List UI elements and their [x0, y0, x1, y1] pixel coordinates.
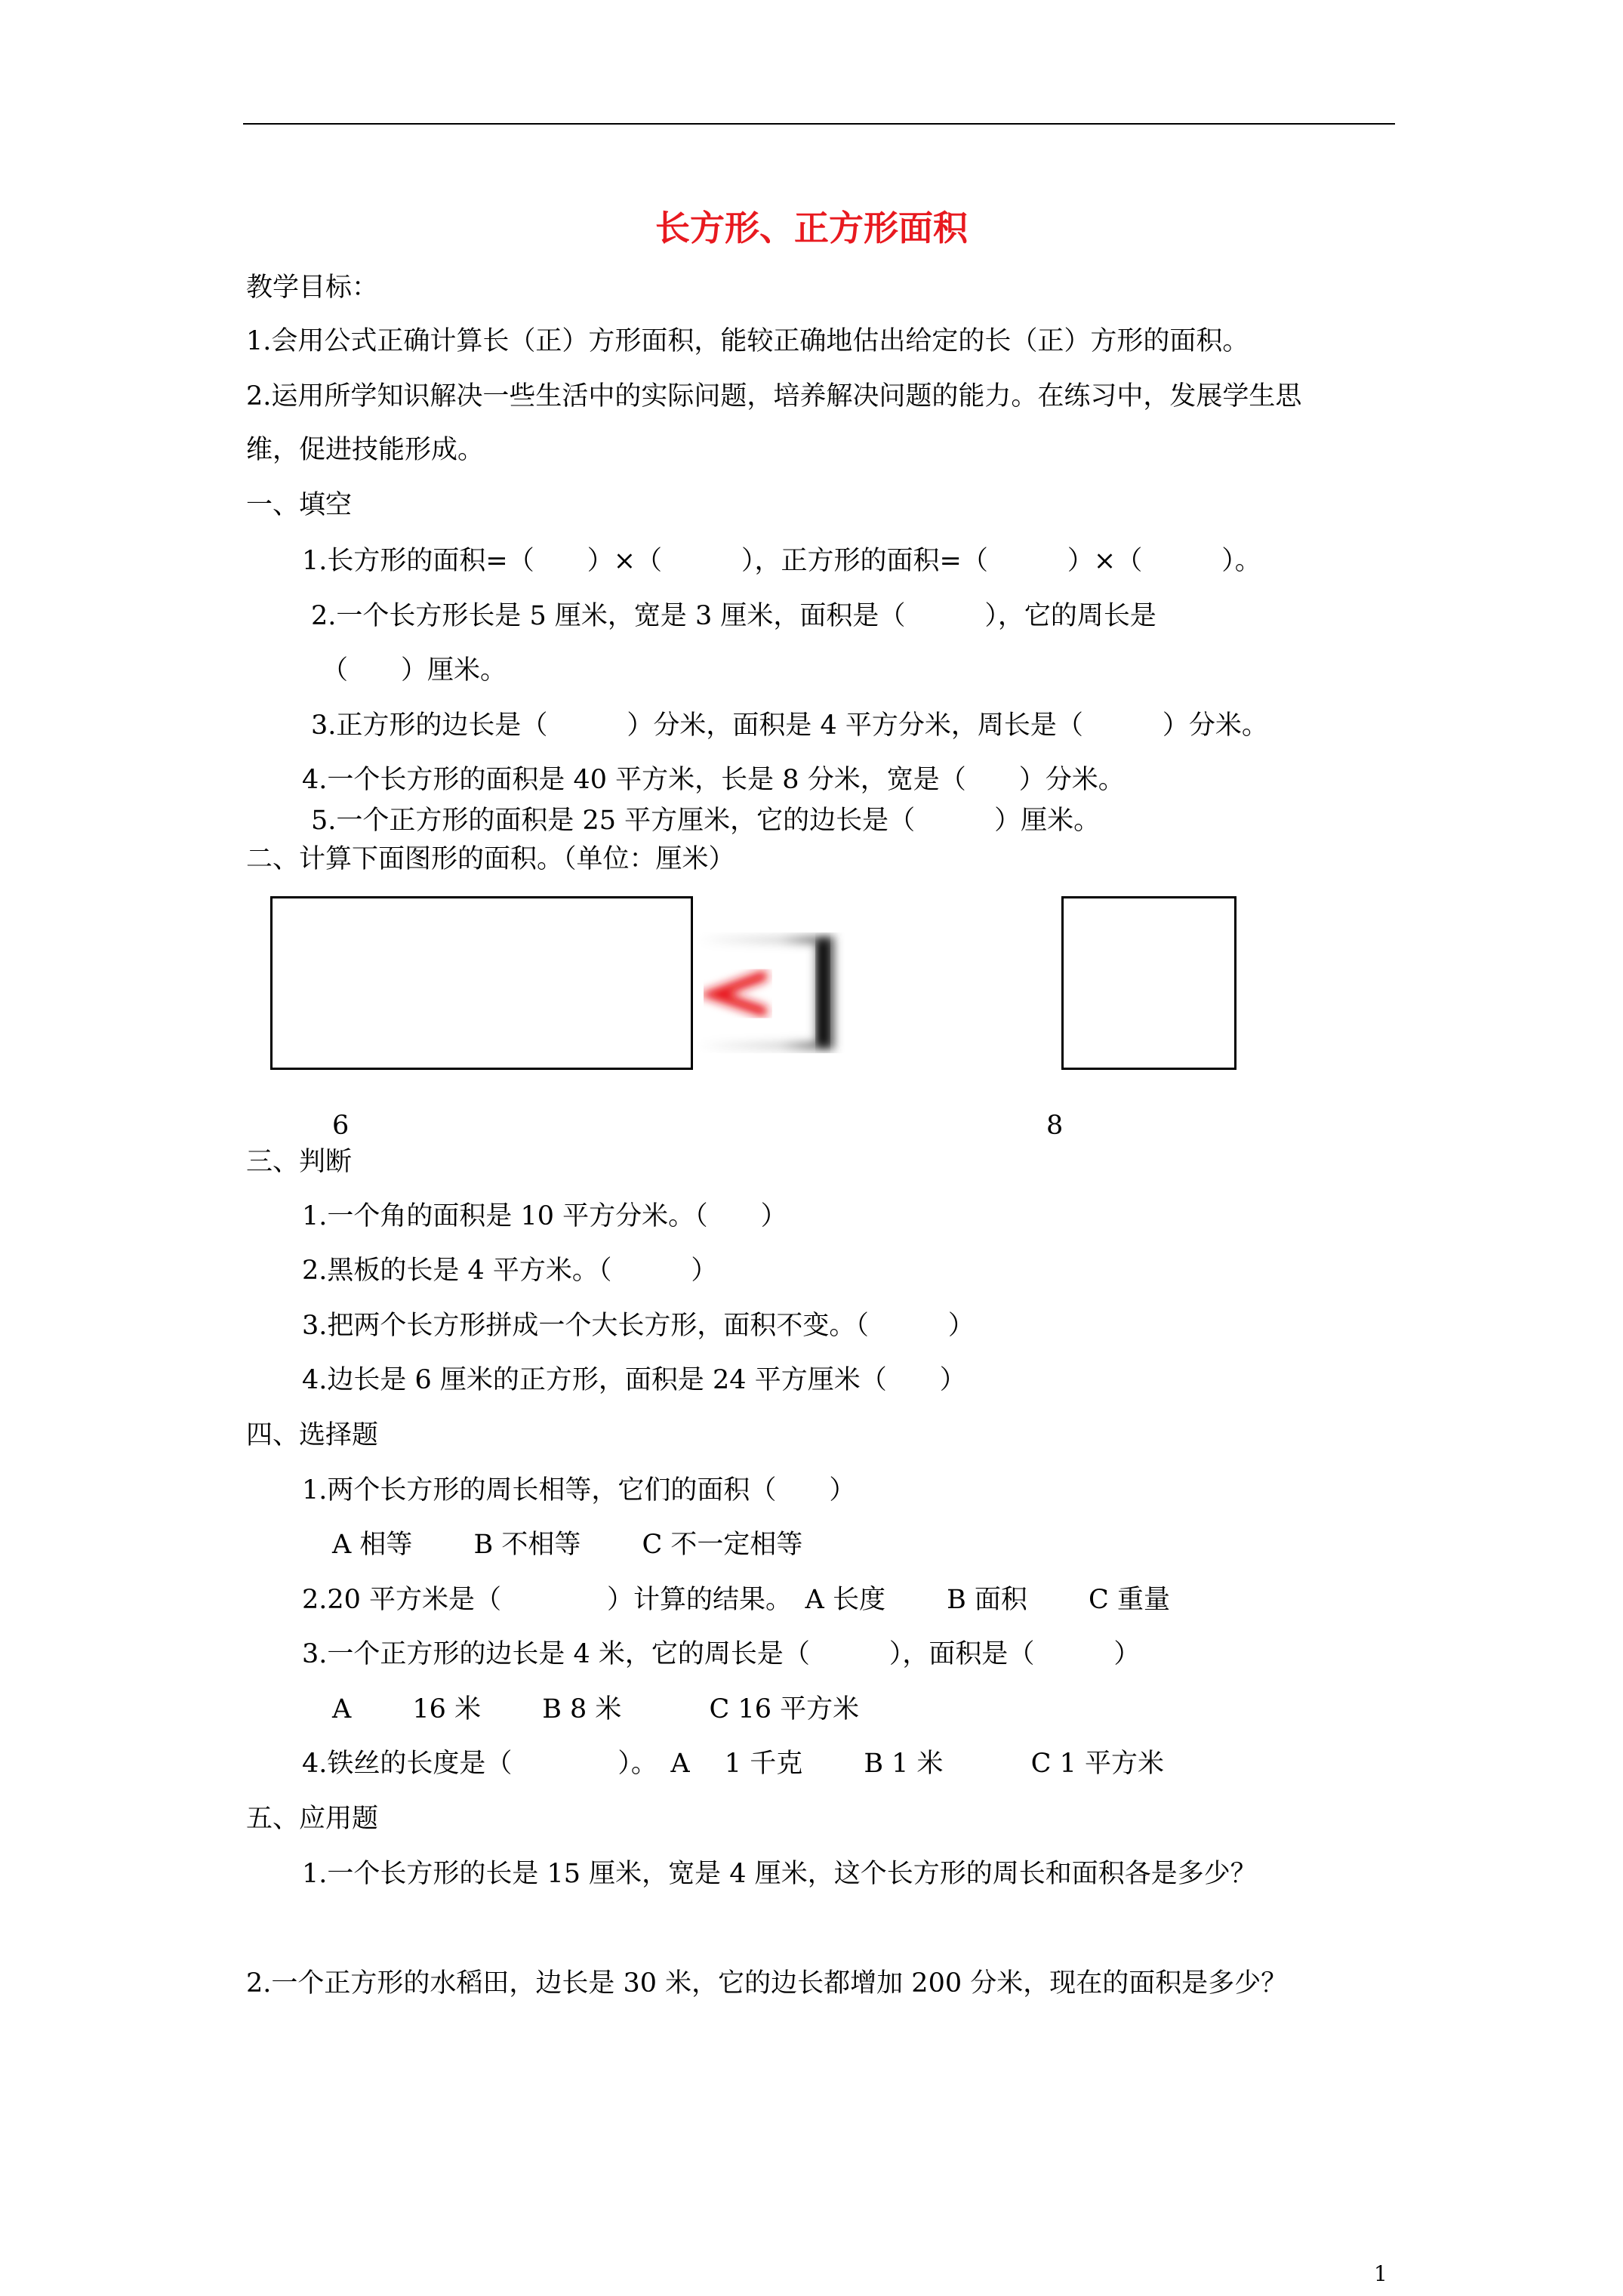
objective-1: 1.会用公式正确计算长（正）方形面积，能较正确地估出给定的长（正）方形的面积。: [246, 326, 1249, 356]
fill-q4: 4.一个长方形的面积是 40 平方米，长是 8 分米，宽是（ ）分米。: [302, 765, 1125, 795]
choice-q3: 3.一个正方形的边长是 4 米，它的周长是（ ），面积是（ ）: [302, 1639, 1141, 1669]
fill-q3: 3.正方形的边长是（ ）分米，面积是 4 平方分米，周长是（ ）分米。: [311, 710, 1268, 741]
header-rule: [243, 123, 1395, 125]
objective-2-line2: 维，促进技能形成。: [246, 435, 485, 465]
square-figure: [1061, 896, 1236, 1070]
objective-2-line1: 2.运用所学知识解决一些生活中的实际问题，培养解决问题的能力。在练习中，发展学生思: [246, 381, 1302, 411]
judge-q3: 3.把两个长方形拼成一个大长方形，面积不变。（ ）: [302, 1311, 975, 1341]
choice-q1: 1.两个长方形的周长相等，它们的面积（ ）: [302, 1475, 856, 1505]
fill-q2-line2: （ ）厘米。: [322, 655, 507, 686]
choice-q4: 4.铁丝的长度是（ ）。 A 1 千克 B 1 米 C 1 平方米: [302, 1749, 1164, 1779]
section2-heading: 二、计算下面图形的面积。（单位：厘米）: [246, 844, 735, 874]
apply-q1: 1.一个长方形的长是 15 厘米，宽是 4 厘米，这个长方形的周长和面积各是多少？: [302, 1859, 1257, 1889]
apply-q2: 2.一个正方形的水稻田，边长是 30 米，它的边长都增加 200 分米，现在的面积是多少？: [246, 1968, 1288, 1999]
section1-heading: 一、填空: [246, 490, 353, 520]
page-number: 1: [1374, 2261, 1387, 2286]
square-label: 8: [1046, 1111, 1064, 1141]
fill-q1: 1.长方形的面积=（ ）×（ ），正方形的面积=（ ）×（ ）。: [302, 546, 1261, 576]
judge-q1: 1.一个角的面积是 10 平方分米。（ ）: [302, 1201, 787, 1231]
section4-heading: 四、选择题: [246, 1420, 379, 1450]
arrow-graphic: [683, 932, 849, 1053]
arrow-graphic-svg: [683, 932, 849, 1053]
choice-q1-options: A 相等 B 不相等 C 不一定相等: [332, 1530, 803, 1560]
page-title: 长方形、正方形面积: [655, 208, 968, 248]
section3-heading: 三、判断: [246, 1147, 353, 1177]
choice-q3-options: A 16 米 B 8 米 C 16 平方米: [332, 1694, 860, 1724]
rectangle-label: 6: [332, 1111, 350, 1141]
judge-q2: 2.黑板的长是 4 平方米。（ ）: [302, 1256, 718, 1286]
section5-heading: 五、应用题: [246, 1804, 379, 1834]
judge-q4: 4.边长是 6 厘米的正方形，面积是 24 平方厘米（ ）: [302, 1365, 966, 1395]
objectives-heading: 教学目标：: [246, 273, 379, 303]
fill-q2-line1: 2.一个长方形长是 5 厘米，宽是 3 厘米，面积是（ ），它的周长是: [311, 601, 1156, 631]
choice-q2: 2.20 平方米是（ ）计算的结果。 A 长度 B 面积 C 重量: [302, 1585, 1170, 1615]
fill-q5: 5.一个正方形的面积是 25 平方厘米，它的边长是（ ）厘米。: [311, 806, 1101, 836]
rectangle-figure: [270, 896, 693, 1070]
arrow-dark-edge: [818, 940, 828, 1046]
